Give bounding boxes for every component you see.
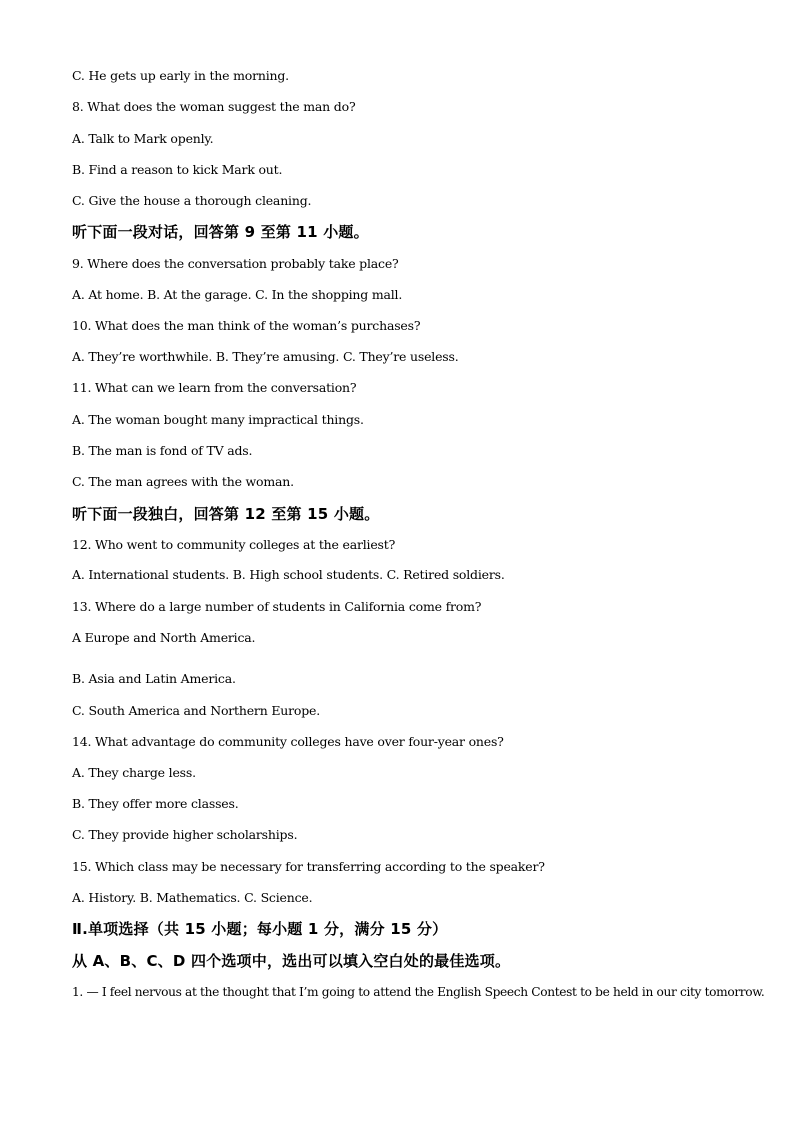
question-text: 9. Where does the conversation probably take place? xyxy=(72,256,399,271)
answer-option: B. Asia and Latin America. xyxy=(72,671,236,686)
answer-option: B. Find a reason to kick Mark out. xyxy=(72,162,283,177)
answer-options-line: A. At home. B. At the garage. C. In the shopping mall. xyxy=(72,287,403,302)
section-instruction: 从 A、B、C、D 四个选项中，选出可以填入空白处的最佳选项。 xyxy=(72,952,511,970)
answer-option: C. The man agrees with the woman. xyxy=(72,474,294,489)
answer-option: A. They charge less. xyxy=(72,765,196,780)
answer-option: A. The woman bought many impractical things. xyxy=(72,412,364,427)
question-text: 14. What advantage do community colleges have over four-year ones? xyxy=(72,734,504,749)
question-text: 8. What does the woman suggest the man do? xyxy=(72,99,356,114)
answer-option: C. They provide higher scholarships. xyxy=(72,827,298,842)
answer-options-line: A. History. B. Mathematics. C. Science. xyxy=(72,890,313,905)
section-instruction: 听下面一段独白，回答第 12 至第 15 小题。 xyxy=(72,505,380,523)
question-text: 12. Who went to community colleges at the earliest? xyxy=(72,537,396,552)
question-text: 10. What does the man think of the woman’s purchases? xyxy=(72,318,421,333)
answer-option: A. Talk to Mark openly. xyxy=(72,131,214,146)
answer-option: A Europe and North America. xyxy=(72,630,256,645)
question-text: 11. What can we learn from the conversation? xyxy=(72,380,357,395)
question-text: 13. Where do a large number of students in California come from? xyxy=(72,599,482,614)
section-instruction: 听下面一段对话，回答第 9 至第 11 小题。 xyxy=(72,223,369,241)
answer-option: C. He gets up early in the morning. xyxy=(72,68,289,83)
answer-options-line: A. International students. B. High school students. C. Retired soldiers. xyxy=(72,567,505,582)
answer-option: C. Give the house a thorough cleaning. xyxy=(72,193,312,208)
question-text: 15. Which class may be necessary for transferring according to the speaker? xyxy=(72,859,545,874)
answer-option: B. The man is fond of TV ads. xyxy=(72,443,253,458)
answer-option: C. South America and Northern Europe. xyxy=(72,703,320,718)
question-text: 1. — I feel nervous at the thought that I’m going to attend the English Speech Contest to be held in our city tomorrow. xyxy=(72,985,765,999)
answer-options-line: A. They’re worthwhile. B. They’re amusing. C. They’re useless. xyxy=(72,349,459,364)
answer-option: B. They offer more classes. xyxy=(72,796,239,811)
section-title: Ⅱ.单项选择（共 15 小题；每小题 1 分，满分 15 分） xyxy=(72,920,448,938)
